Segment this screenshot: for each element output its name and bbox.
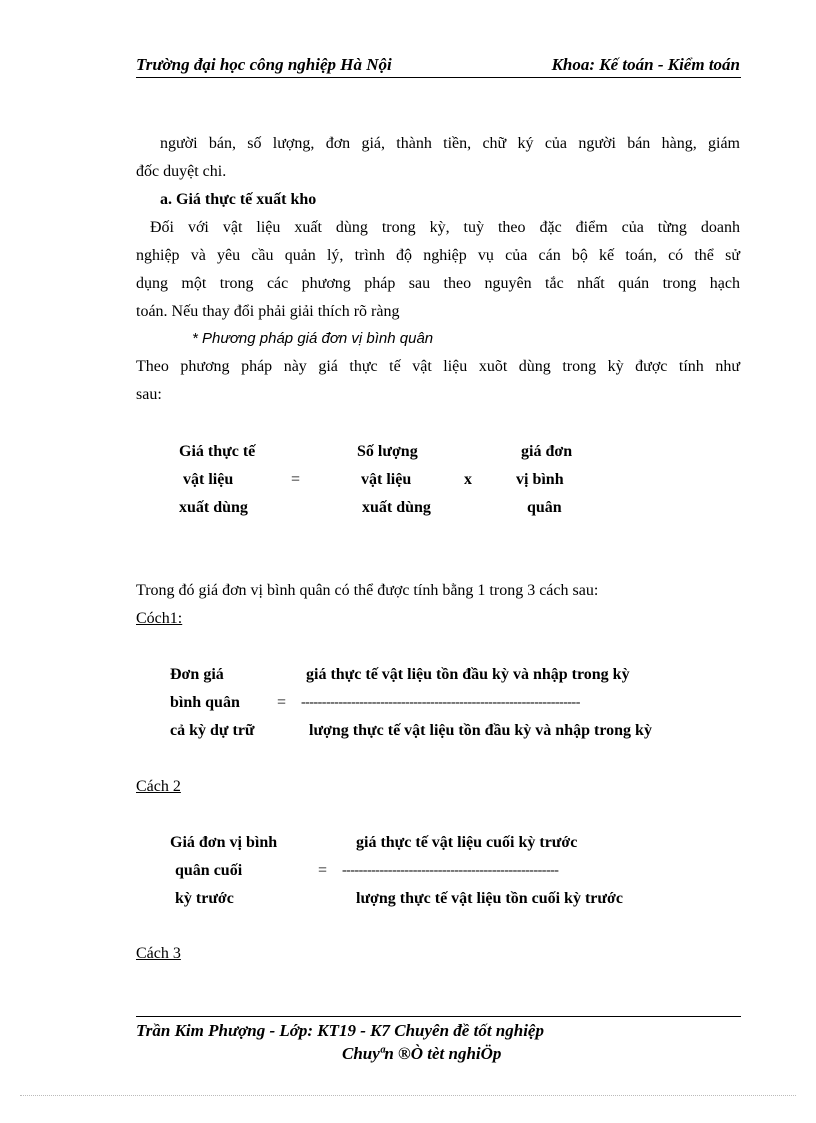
formula1-left-1: Giá thực tế xyxy=(179,443,256,460)
cach2-equals: = xyxy=(318,862,328,879)
cach2-left-1: Giá đơn vị bình xyxy=(170,834,278,851)
cach1-left-1: Đơn giá xyxy=(170,666,224,683)
cach2-label: Cách 2 xyxy=(136,778,181,795)
header-rule xyxy=(136,77,741,78)
section-a-title: a. Giá thực tế xuất kho xyxy=(160,191,317,208)
footer-author: Trần Kim Phượng - Lớp: KT19 - K7 Chuyên đề tốt nghiệp xyxy=(136,1021,544,1040)
body-line-2: nghiệp và yêu cầu quản lý, trình độ nghiệp vụ của cán bộ kế toán, có thể sử xyxy=(136,247,740,264)
body-line-4: toán. Nếu thay đổi phải giải thích rõ ràng xyxy=(136,303,400,320)
ways-intro: Trong đó giá đơn vị bình quân có thể được tính bằng 1 trong 3 cách sau: xyxy=(136,582,599,599)
method-desc-line-2: sau: xyxy=(136,386,162,403)
cach3-label: Cách 3 xyxy=(136,945,181,962)
cach2-left-2: quân cuối xyxy=(175,862,243,879)
cach2-denominator: lượng thực tế vật liệu tồn cuối kỳ trước xyxy=(356,890,623,907)
formula1-right-1: giá đơn xyxy=(521,443,573,460)
method-description xyxy=(136,353,740,409)
formula1-mid-2: vật liệu xyxy=(361,471,412,488)
cach1-left-3: cả kỳ dự trữ xyxy=(170,722,255,739)
formula1-left-3: xuất dùng xyxy=(179,499,248,516)
header-faculty: Khoa: Kế toán - Kiểm toán xyxy=(551,55,740,74)
page-bottom-divider xyxy=(20,1095,796,1096)
footer-rule xyxy=(136,1016,741,1017)
intro-paragraph xyxy=(136,130,740,186)
cach2-fraction-bar: ---------------------------------------------------- xyxy=(342,863,559,878)
method-title: * Phương pháp giá đơn vị bình quân xyxy=(192,330,434,347)
footer-encoded: Chuyªn ®Ò tèt nghiÖp xyxy=(342,1044,502,1063)
body-line-3: dụng một trong các phương pháp sau theo nguyên tắc nhất quán trong hạch xyxy=(136,275,740,292)
header-school: Trường đại học công nghiệp Hà Nội xyxy=(136,55,392,74)
cach1-equals: = xyxy=(277,694,287,711)
method-desc-line-1: Theo phương pháp này giá thực tế vật liệu xuõt dùng trong kỳ được tính như xyxy=(136,358,740,375)
body-paragraph xyxy=(136,214,740,326)
cach1-left-2: bình quân xyxy=(170,694,240,711)
cach1-numerator: giá thực tế vật liệu tồn đầu kỳ và nhập trong kỳ xyxy=(306,666,630,683)
formula1-times: x xyxy=(464,471,472,488)
formula1-equals: = xyxy=(291,471,301,488)
formula1-left-2: vật liệu xyxy=(183,471,234,488)
cach2-numerator: giá thực tế vật liệu cuối kỳ trước xyxy=(356,834,578,851)
cach1-label: Cóch1: xyxy=(136,610,183,627)
cach1-fraction-bar: ------------------------------------------------------------------- xyxy=(301,695,580,710)
formula1-mid-3: xuất dùng xyxy=(362,499,431,516)
cach2-left-3: kỳ trước xyxy=(175,890,234,907)
formula1-mid-1: Số lượng xyxy=(357,443,418,460)
body-line-1: Đối với vật liệu xuất dùng trong kỳ, tuỳ theo đặc điểm của từng doanh xyxy=(150,219,740,236)
intro-line-1: người bán, số lượng, đơn giá, thành tiền, chữ ký của người bán hàng, giám xyxy=(160,135,740,152)
intro-line-2: đốc duyệt chi. xyxy=(136,163,227,180)
formula1-right-2: vị bình xyxy=(516,471,564,488)
formula1-right-3: quân xyxy=(527,499,562,516)
cach1-denominator: lượng thực tế vật liệu tồn đầu kỳ và nhập trong kỳ xyxy=(309,722,652,739)
